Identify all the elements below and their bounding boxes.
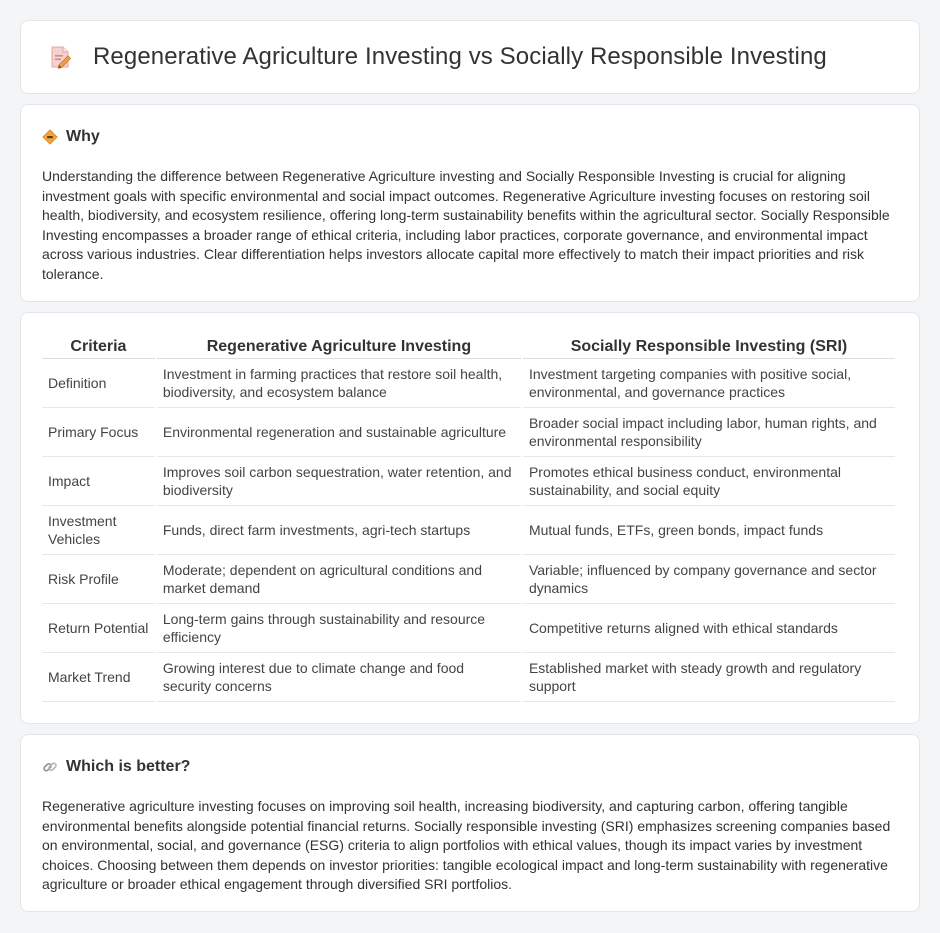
better-heading: Which is better? — [66, 758, 191, 775]
table-row — [42, 604, 895, 653]
criteria-cell: Impact — [42, 457, 155, 506]
page-title: Regenerative Agriculture Investing vs Socially Responsible Investing — [93, 43, 827, 70]
regenerative-cell: Funds, direct farm investments, agri-tech startups — [157, 506, 521, 555]
regenerative-cell: Growing interest due to climate change and food security concerns — [157, 653, 521, 702]
better-text: Regenerative agriculture investing focuses on improving soil health, increasing biodiversity, and capturing carbon, offering tangible environmental benefits alongside potential financial returns. Socially responsible investing (SRI) emphasizes screening companies based on environmental, social, and governance (ESG) criteria to align portfolios with ethical values, though its impact varies by investment choices. Choosing between them depends on investor priorities: tangible ecological impact and long-term sustainability with regenerative agriculture or broader ethical engagement through diversified SRI portfolios. — [42, 798, 891, 892]
table-row — [42, 457, 895, 506]
criteria-cell: Primary Focus — [42, 408, 155, 457]
which-is-better-section — [20, 734, 920, 912]
criteria-cell: Definition — [42, 359, 155, 408]
table-row — [42, 506, 895, 555]
sri-cell: Competitive returns aligned with ethical standards — [523, 604, 895, 653]
regenerative-cell: Environmental regeneration and sustainable agriculture — [157, 408, 521, 457]
table-header-row — [42, 335, 895, 359]
document-pencil-icon — [47, 44, 73, 70]
better-header — [42, 757, 899, 777]
table-row — [42, 653, 895, 702]
criteria-cell: Market Trend — [42, 653, 155, 702]
sri-cell: Variable; influenced by company governance and sector dynamics — [523, 555, 895, 604]
column-header: Socially Responsible Investing (SRI) — [523, 335, 895, 359]
why-header — [42, 127, 899, 147]
sri-cell: Established market with steady growth and regulatory support — [523, 653, 895, 702]
regenerative-cell: Long-term gains through sustainability and resource efficiency — [157, 604, 521, 653]
column-header: Criteria — [42, 335, 155, 359]
criteria-cell: Risk Profile — [42, 555, 155, 604]
sri-cell: Broader social impact including labor, human rights, and environmental responsibility — [523, 408, 895, 457]
criteria-cell: Investment Vehicles — [42, 506, 155, 555]
sri-cell: Investment targeting companies with positive social, environmental, and governance practices — [523, 359, 895, 408]
table-row — [42, 408, 895, 457]
comparison-table — [40, 335, 897, 702]
table-row — [42, 555, 895, 604]
sri-cell: Promotes ethical business conduct, environmental sustainability, and social equity — [523, 457, 895, 506]
diamond-sign-icon — [42, 129, 58, 145]
why-heading: Why — [66, 128, 100, 145]
criteria-cell: Return Potential — [42, 604, 155, 653]
table-row — [42, 359, 895, 408]
link-icon — [42, 759, 58, 775]
why-section — [20, 104, 920, 302]
comparison-table-card — [20, 312, 920, 724]
regenerative-cell: Moderate; dependent on agricultural conditions and market demand — [157, 555, 521, 604]
why-text: Understanding the difference between Regenerative Agriculture investing and Socially Responsible Investing is crucial for aligning investment goals with specific environmental and social impact outcomes. Regenerative Agriculture investing focuses on restoring soil health, biodiversity, and ecosystem resilience, offering long-term sustainability benefits within the agricultural sector. Socially Responsible Investing encompasses a broader range of ethical criteria, including labor practices, corporate governance, and environmental impact across various industries. Clear differentiation helps investors allocate capital more effectively to match their impact priorities and risk tolerance. — [42, 168, 890, 282]
regenerative-cell: Improves soil carbon sequestration, water retention, and biodiversity — [157, 457, 521, 506]
title-card — [20, 20, 920, 94]
sri-cell: Mutual funds, ETFs, green bonds, impact funds — [523, 506, 895, 555]
column-header: Regenerative Agriculture Investing — [157, 335, 521, 359]
regenerative-cell: Investment in farming practices that restore soil health, biodiversity, and ecosystem balance — [157, 359, 521, 408]
